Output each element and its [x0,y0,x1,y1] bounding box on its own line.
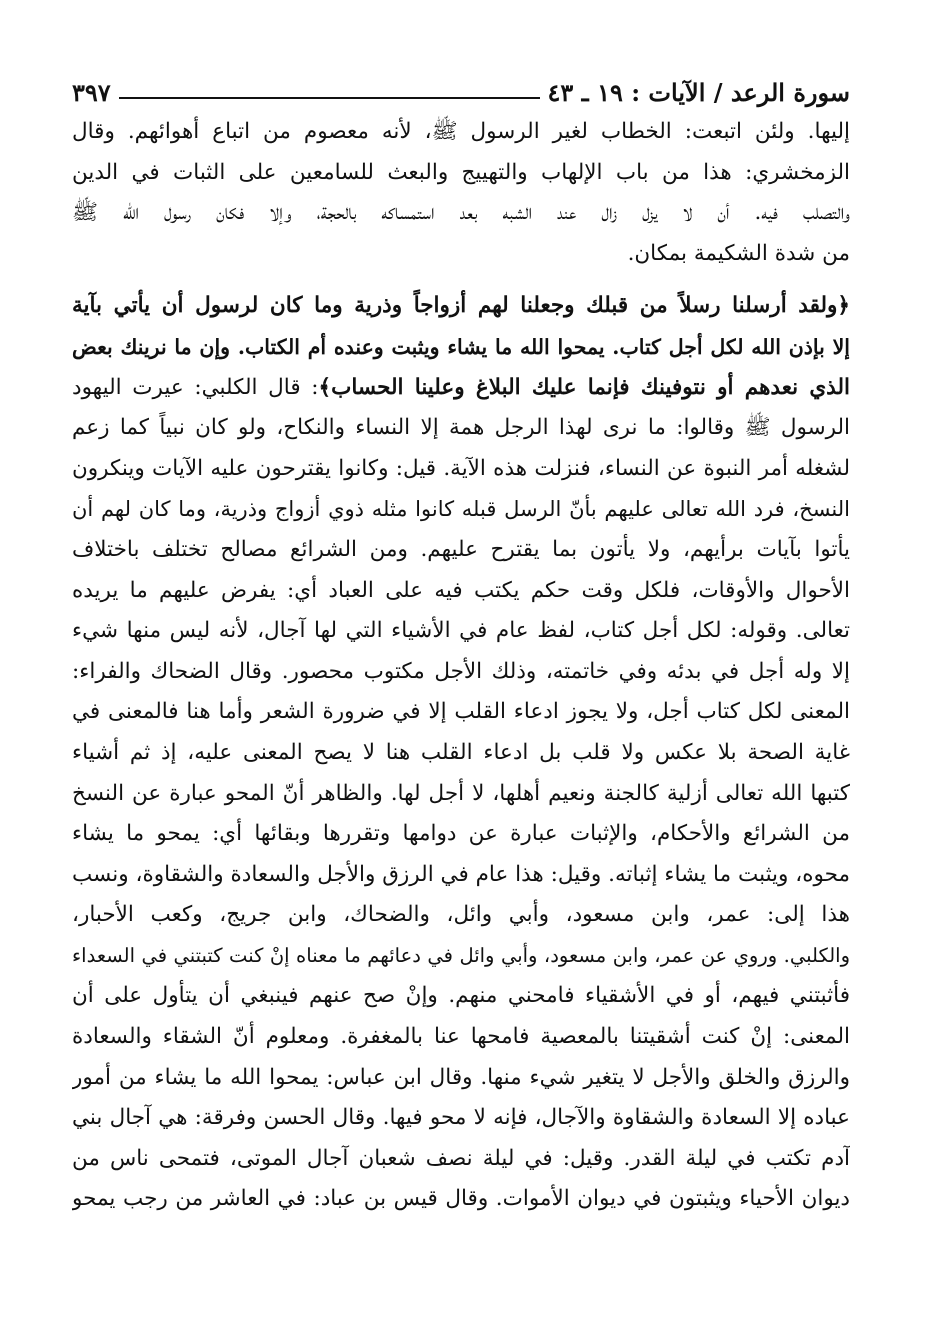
verse-text: الذي نعدهم أو نتوفينك فإنما عليك البلاغ وعلينا الحساب﴾ [318,374,850,400]
text-line: من شدة الشكيمة بمكان. [627,240,850,266]
text-line: ديوان الأحياء ويثبتون في ديوان الأموات. وقال قيس بن عباد: في العاشر من رجب يمحو [72,1186,850,1212]
verse-line: إلا بإذن الله لكل أجل كتاب. يمحوا الله ما يشاء ويثبت وعنده أم الكتاب. وإن ما نرينك بعض [72,334,850,359]
page-header [72,74,850,110]
text-line: عباده إلا السعادة والشقاوة والآجال، فإنه لا محو فيها. وقال الحسن وفرقة: هي آجال بني [72,1105,850,1131]
text-line: لشغله أمر النبوة عن النساء، فنزلت هذه الآية. قيل: وكانوا يقترحون عليه الآيات وينكرون [72,455,850,481]
text-line: والتصلب فيه. أن لا يزل زال عند الشبه بعد استمساكه بالحجة، وإلا فكان رسول الله ﷺ [72,200,850,226]
surah-title: سورة الرعد / الآيات : ١٩ ـ ٤٣ [547,77,850,107]
text-line: غاية الصحة بلا عكس ولا قلب بل ادعاء القلب هنا لا يصح المعنى عليه، إذ ثم أشياء [72,739,850,765]
text-line: تعالى. وقوله: لكل أجل كتاب، لفظ عام في الأشياء التي لها آجال، لأنه ليس منها شيء [72,618,850,644]
text-line: النسخ، فرد الله تعالى عليهم بأنّ الرسل قبله كانوا مثله ذوي أزواج وذرية، وما كان لهم أن [72,497,850,522]
verse-line-mixed [72,368,850,409]
text-line: والرزق والخلق والأجل لا يتغير شيء منها. وقال ابن عباس: يمحوا الله ما يشاء من أمور [72,1064,850,1090]
header-rule [119,97,540,99]
text-line: آدم تكتب في ليلة القدر. وقيل: في ليلة نصف شعبان آجال الموتى، فتمحى ناس من [72,1145,850,1171]
text-line: من الشرائع والأحكام، والإثبات عبارة عن دوامها وتقررها وبقائها أي: يمحو ما يشاء [72,821,850,847]
commentary-text: : قال الكلبي: عيرت اليهود [72,374,319,400]
text-line: المعنى: إنْ كنت أشقيتنا بالمعصية فامحها عنا بالمغفرة. ومعلوم أنّ الشقاء والسعادة [72,1024,850,1050]
text-line: إلا وله أجل في بدئه وفي خاتمته، وذلك الأجل مكتوب محصور. وقال الضحاك والفراء: [72,658,850,684]
text-line: إليها. ولئن اتبعت: الخطاب لغير الرسول ﷺ، لأنه معصوم من اتباع أهوائهم. وقال [72,119,850,144]
body-text [72,112,850,1220]
text-line: يأتوا بآيات برأيهم، ولا يأتون بما يقترح عليهم. ومن الشرائع مصالح تختلف باختلاف [72,536,850,562]
page-number: ٣٩٧ [72,77,111,107]
text-line: المعنى لكل كتاب أجل، ولا يجوز ادعاء القلب إلا في ضرورة الشعر وأما هنا فالمعنى في [72,699,850,725]
text-line: هذا إلى: عمر، وابن مسعود، وأبي وائل، والضحاك، وابن جريج، وكعب الأحبار، [72,902,850,928]
text-line: كتبها الله تعالى أزلية كالجنة ونعيم أهلها، لا أجل لها. والظاهر أنّ المحو عبارة عن النسخ [72,780,850,806]
text-line: والكلبي. وروي عن عمر، وابن مسعود، وأبي وائل في دعائهم ما معناه إنْ كنت كتبتني في السعداء [72,943,850,967]
text-line: الزمخشري: هذا من باب الإلهاب والتهييج والبعث للسامعين على الثبات في الدين [72,159,850,185]
text-line: محوه، ويثبت ما يشاء إثباته. وقيل: هذا عام في الرزق والأجل والسعادة والشقاوة، ونسب [72,861,850,887]
text-line: الرسول ﷺ وقالوا: ما نرى لهذا الرجل همة إلا النساء والنكاح، ولو كان نبياً كما زعم [72,415,850,441]
page [72,74,850,1304]
text-line: الأحوال والأوقات، فلكل وقت حكم يكتب فيه على العباد أي: يفرض عليهم ما يريده [72,577,850,603]
verse-line: ﴿ولقد أرسلنا رسلاً من قبلك وجعلنا لهم أزواجاً وذرية وما كان لرسول أن يأتي بآية [72,293,850,319]
text-line: فأثبتني فيهم، أو في الأشقياء فامحني منهم. وإنْ صح عنهم فينبغي أن يتأول على أن [72,983,850,1009]
